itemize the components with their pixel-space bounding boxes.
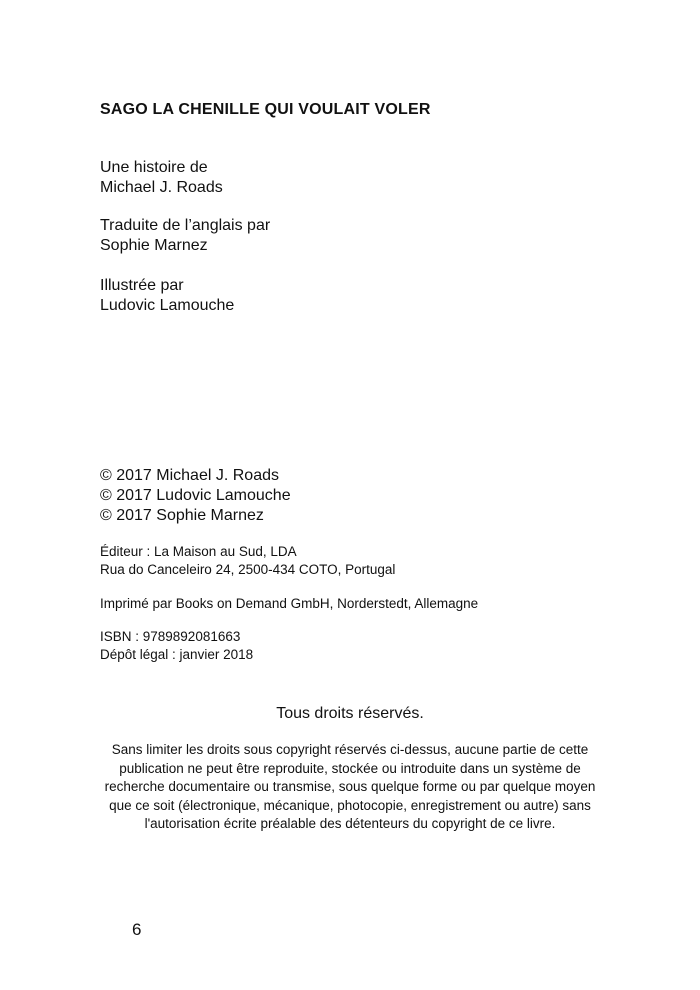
translator-name: Sophie Marnez <box>100 237 208 254</box>
author-name: Michael J. Roads <box>100 179 223 196</box>
translator-label: Traduite de l’anglais par <box>100 217 271 234</box>
copyright-line: © 2017 Sophie Marnez <box>100 507 264 524</box>
author-label: Une histoire de <box>100 159 208 176</box>
printer-info <box>100 595 478 613</box>
copyright-line: © 2017 Ludovic Lamouche <box>100 487 291 504</box>
publisher-name: Éditeur : La Maison au Sud, LDA <box>100 544 297 559</box>
rights-title: Tous droits réservés. <box>276 705 424 722</box>
publisher-info <box>100 543 395 579</box>
isbn: ISBN : 9789892081663 <box>100 629 241 644</box>
copyright-notices <box>100 466 291 526</box>
rights-statement: Sans limiter les droits sous copyright réservés ci-dessus, aucune partie de cette publication ne peut être reproduite, stockée ou introduite dans un système de recherche documentaire ou transmise, sous quelque forme ou par quelque moyen que ce soit (électronique, mécanique, photocopie, enregistrement ou autre) sans l'autorisation écrite préalable des détenteurs du copyright de ce livre. <box>104 742 596 831</box>
author-credit <box>100 158 223 198</box>
copyright-line: © 2017 Michael J. Roads <box>100 467 279 484</box>
legal-deposit: Dépôt légal : janvier 2018 <box>100 647 254 662</box>
book-title: SAGO LA CHENILLE QUI VOULAIT VOLER <box>100 101 431 118</box>
translator-credit <box>100 216 270 256</box>
illustrator-name: Ludovic Lamouche <box>100 297 235 314</box>
legal-info <box>100 628 253 664</box>
page-number: 6 <box>132 920 142 939</box>
publisher-address: Rua do Canceleiro 24, 2500-434 COTO, Portugal <box>100 562 396 577</box>
illustrator-label: Illustrée par <box>100 277 184 294</box>
printer-line: Imprimé par Books on Demand GmbH, Norderstedt, Allemagne <box>100 596 479 611</box>
illustrator-credit <box>100 276 234 316</box>
